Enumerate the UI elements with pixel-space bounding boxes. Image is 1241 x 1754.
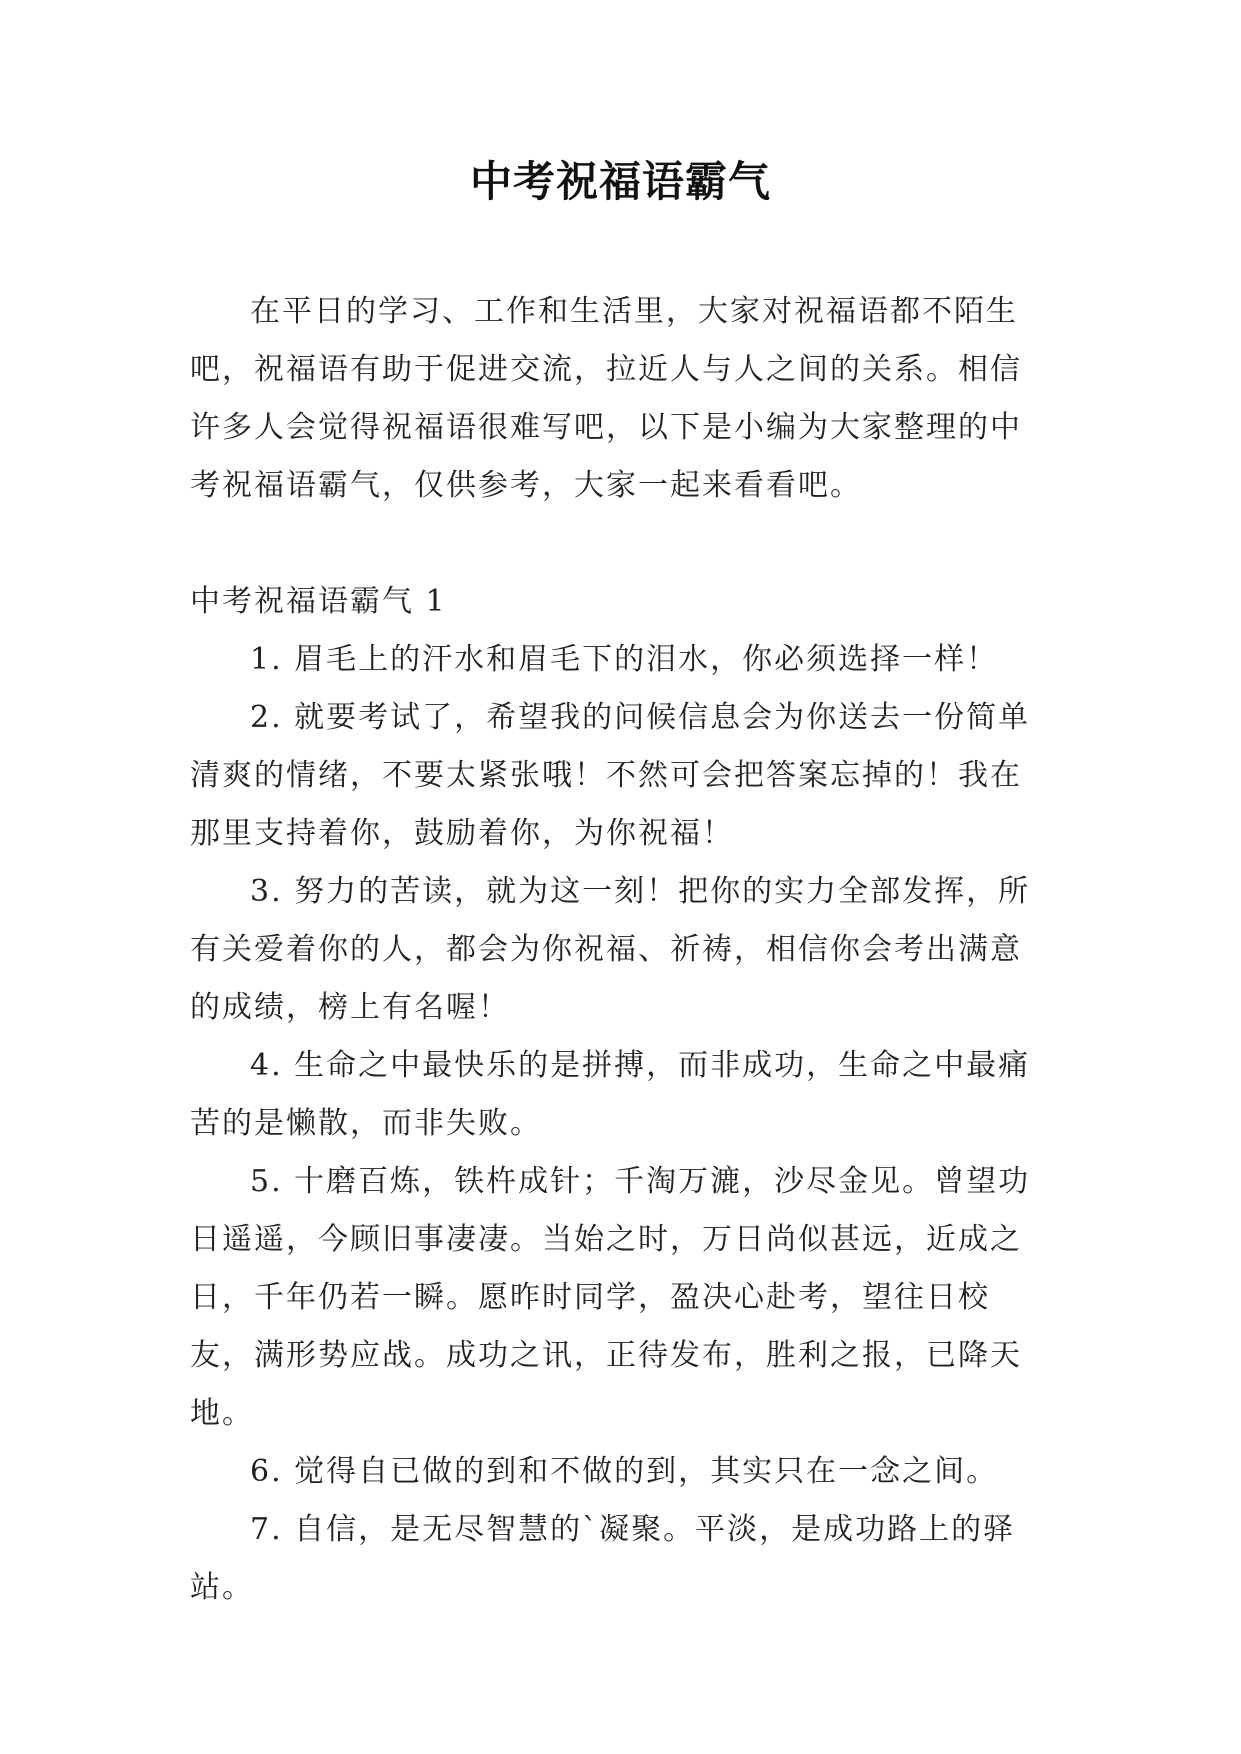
document-title: 中考祝福语霸气	[469, 157, 771, 206]
list-item: 7. 自信，是无尽智慧的`凝聚。平淡，是成功路上的驿站。	[190, 1512, 1016, 1605]
list-item: 1. 眉毛上的汗水和眉毛下的泪水，你必须选择一样！	[250, 642, 999, 677]
list-item: 4. 生命之中最快乐的是拼搏，而非成功，生命之中最痛苦的是懒散，而非失败。	[190, 1048, 1031, 1141]
section-heading: 中考祝福语霸气 1	[190, 584, 447, 619]
document-body	[190, 283, 1052, 1617]
list-item: 5. 十磨百炼，铁杵成针；千淘万漉，沙尽金见。曾望功日遥遥，今顾旧事凄凄。当始之时，万日尚似甚远，近成之日，千年仍若一瞬。愿昨时同学，盈决心赴考，望往日校友，满形势应战。成功之讯，正待发布，胜利之报，已降天地。	[190, 1164, 1031, 1431]
list-item: 3. 努力的苦读，就为这一刻！把你的实力全部发挥，所有关爱着你的人，都会为你祝福、祈祷，相信你会考出满意的成绩，榜上有名喔！	[190, 874, 1031, 1025]
intro-paragraph: 在平日的学习、工作和生活里，大家对祝福语都不陌生吧，祝福语有助于促进交流，拉近人与人之间的关系。相信许多人会觉得祝福语很难写吧，以下是小编为大家整理的中考祝福语霸气，仅供参考，大家一起来看看吧。	[190, 294, 1022, 503]
list-item: 6. 觉得自已做的到和不做的到，其实只在一念之间。	[250, 1454, 999, 1489]
list-item: 2. 就要考试了，希望我的问候信息会为你送去一份简单清爽的情绪，不要太紧张哦！不然可会把答案忘掉的！我在那里支持着你，鼓励着你，为你祝福！	[190, 700, 1031, 851]
